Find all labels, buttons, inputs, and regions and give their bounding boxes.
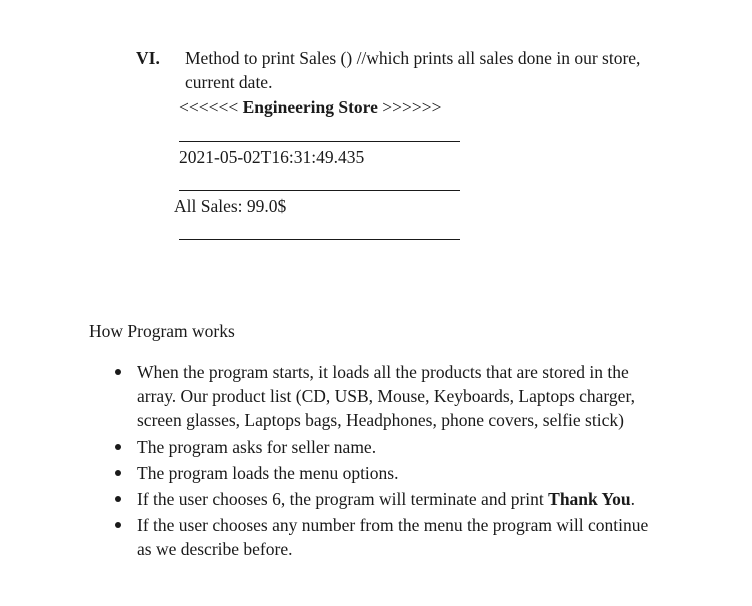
list-item-1-line-1: When the program starts, it loads all the products that are stored in the (137, 362, 629, 382)
list-item-4 (137, 487, 635, 511)
receipt-header (179, 97, 442, 118)
list-item-3: The program loads the menu options. (137, 463, 399, 483)
receipt-timestamp: 2021-05-02T16:31:49.435 (179, 147, 365, 167)
receipt-divider-1 (179, 141, 460, 142)
list-item-4-suffix: . (630, 489, 636, 509)
list-item-1-line-3: screen glasses, Laptops bags, Headphones, phone covers, selfie stick) (137, 410, 624, 430)
bullet-icon (115, 369, 121, 375)
receipt-divider-3 (179, 239, 460, 240)
thank-you-text: Thank You (548, 489, 631, 509)
list-item-5-line-1: If the user chooses any number from the menu the program will continue (137, 515, 649, 535)
list-item-5-line-2: as we describe before. (137, 539, 293, 559)
list-item-2: The program asks for seller name. (137, 437, 377, 457)
how-it-works-heading: How Program works (89, 321, 235, 341)
bullet-icon (115, 496, 121, 502)
section-numeral: VI. (136, 48, 160, 68)
section-description-line-2: current date. (185, 72, 273, 92)
bullet-icon (115, 522, 121, 528)
receipt-all-sales: All Sales: 99.0$ (174, 196, 287, 216)
receipt-header-prefix: <<<<<< (179, 97, 243, 117)
receipt-store-name: Engineering Store (242, 97, 378, 117)
bullet-icon (115, 470, 121, 476)
receipt-header-suffix: >>>>>> (377, 97, 442, 117)
receipt-divider-2 (179, 190, 460, 191)
list-item-1-line-2: array. Our product list (CD, USB, Mouse, Keyboards, Laptops charger, (137, 386, 635, 406)
list-item-4-prefix: If the user chooses 6, the program will terminate and print (137, 489, 549, 509)
bullet-icon (115, 444, 121, 450)
section-description-line-1: Method to print Sales () //which prints all sales done in our store, (185, 48, 641, 68)
